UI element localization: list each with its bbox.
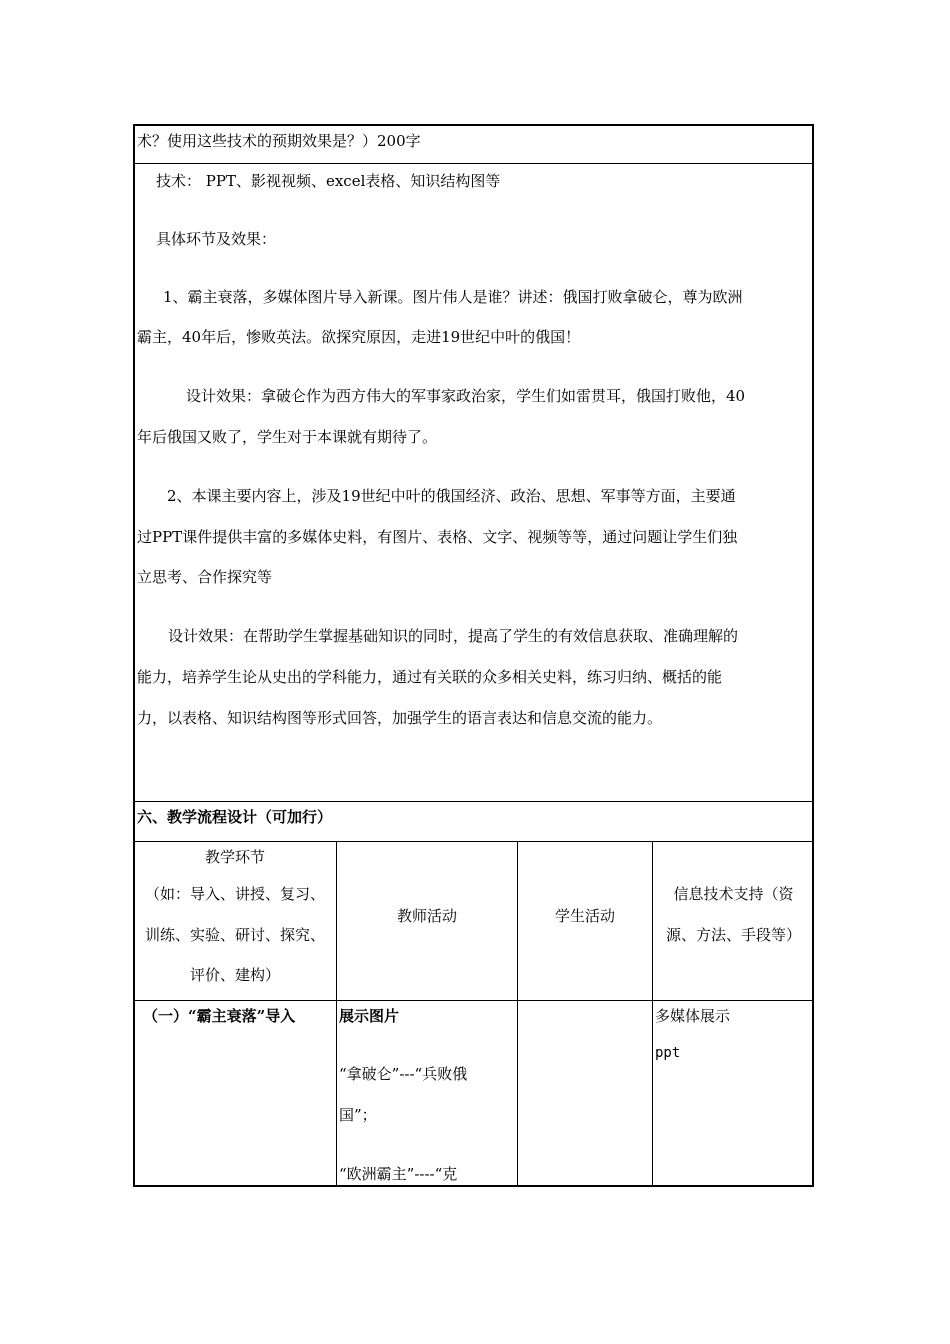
stage-cell: （一）“霸主衰落”导入: [143, 1007, 296, 1025]
header-it-line-1: 信息技术支持（资: [673, 885, 794, 903]
column-divider: [517, 841, 518, 1186]
it-support-line-2: ppt: [655, 1045, 681, 1061]
header-stage-line-4: 评价、建构）: [189, 966, 280, 984]
paragraph-2-line-2: 过PPT课件提供丰富的多媒体史料，有图片、表格、文字、视频等等，通过问题让学生们独: [137, 528, 738, 546]
teacher-activity-line-2: 国”；: [339, 1106, 377, 1124]
teacher-activity-line-3: “欧洲霸主”----“克: [339, 1165, 458, 1183]
tech-line: 技术： PPT、影视视频、excel表格、知识结构图等: [156, 172, 501, 190]
teacher-activity-title: 展示图片: [339, 1007, 400, 1025]
row-divider: [133, 801, 814, 802]
effect-1-line-2: 年后俄国又败了，学生对于本课就有期待了。: [137, 428, 438, 446]
effect-2-line-2: 能力，培养学生论从史出的学科能力，通过有关联的众多相关史料，练习归纳、概括的能: [137, 668, 723, 686]
paragraph-2-line-1: 2、本课主要内容上，涉及19世纪中叶的俄国经济、政治、思想、军事等方面，主要通: [167, 487, 736, 505]
effect-1-line-1: 设计效果：拿破仑作为西方伟大的军事家政治家，学生们如雷贯耳，俄国打败他，40: [186, 387, 746, 405]
paragraph-1-line-2: 霸主，40年后，惨败英法。欲探究原因，走进19世纪中叶的俄国！: [137, 328, 581, 346]
header-student: 学生活动: [554, 907, 615, 925]
section-6-title: 六、教学流程设计（可加行）: [137, 808, 333, 826]
column-divider: [336, 841, 337, 1186]
header-it-line-2: 源、方法、手段等）: [665, 926, 801, 944]
header-teacher: 教师活动: [396, 907, 457, 925]
row-divider: [133, 163, 814, 164]
question-tail: 术？使用这些技术的预期效果是？）200字: [137, 132, 421, 150]
row-divider: [133, 841, 814, 842]
header-stage-line-2: （如：导入、讲授、复习、: [144, 885, 325, 903]
table-outer-border: [133, 124, 814, 1187]
steps-title: 具体环节及效果：: [156, 230, 277, 248]
header-stage-line-1: 教学环节: [204, 848, 265, 866]
paragraph-2-line-3: 立思考、合作探究等: [137, 568, 273, 586]
teacher-activity-line-1: “拿破仑”---“兵败俄: [339, 1065, 468, 1083]
paragraph-1-line-1: 1、霸主衰落，多媒体图片导入新课。图片伟人是谁？讲述：俄国打败拿破仑，尊为欧洲: [163, 288, 743, 306]
it-support-line-1: 多媒体展示: [655, 1007, 731, 1025]
row-divider: [133, 1000, 814, 1001]
header-stage-line-3: 训练、实验、研讨、探究、: [144, 926, 325, 944]
effect-2-line-3: 力，以表格、知识结构图等形式回答，加强学生的语言表达和信息交流的能力。: [137, 709, 663, 727]
effect-2-line-1: 设计效果：在帮助学生掌握基础知识的同时，提高了学生的有效信息获取、准确理解的: [168, 627, 739, 645]
